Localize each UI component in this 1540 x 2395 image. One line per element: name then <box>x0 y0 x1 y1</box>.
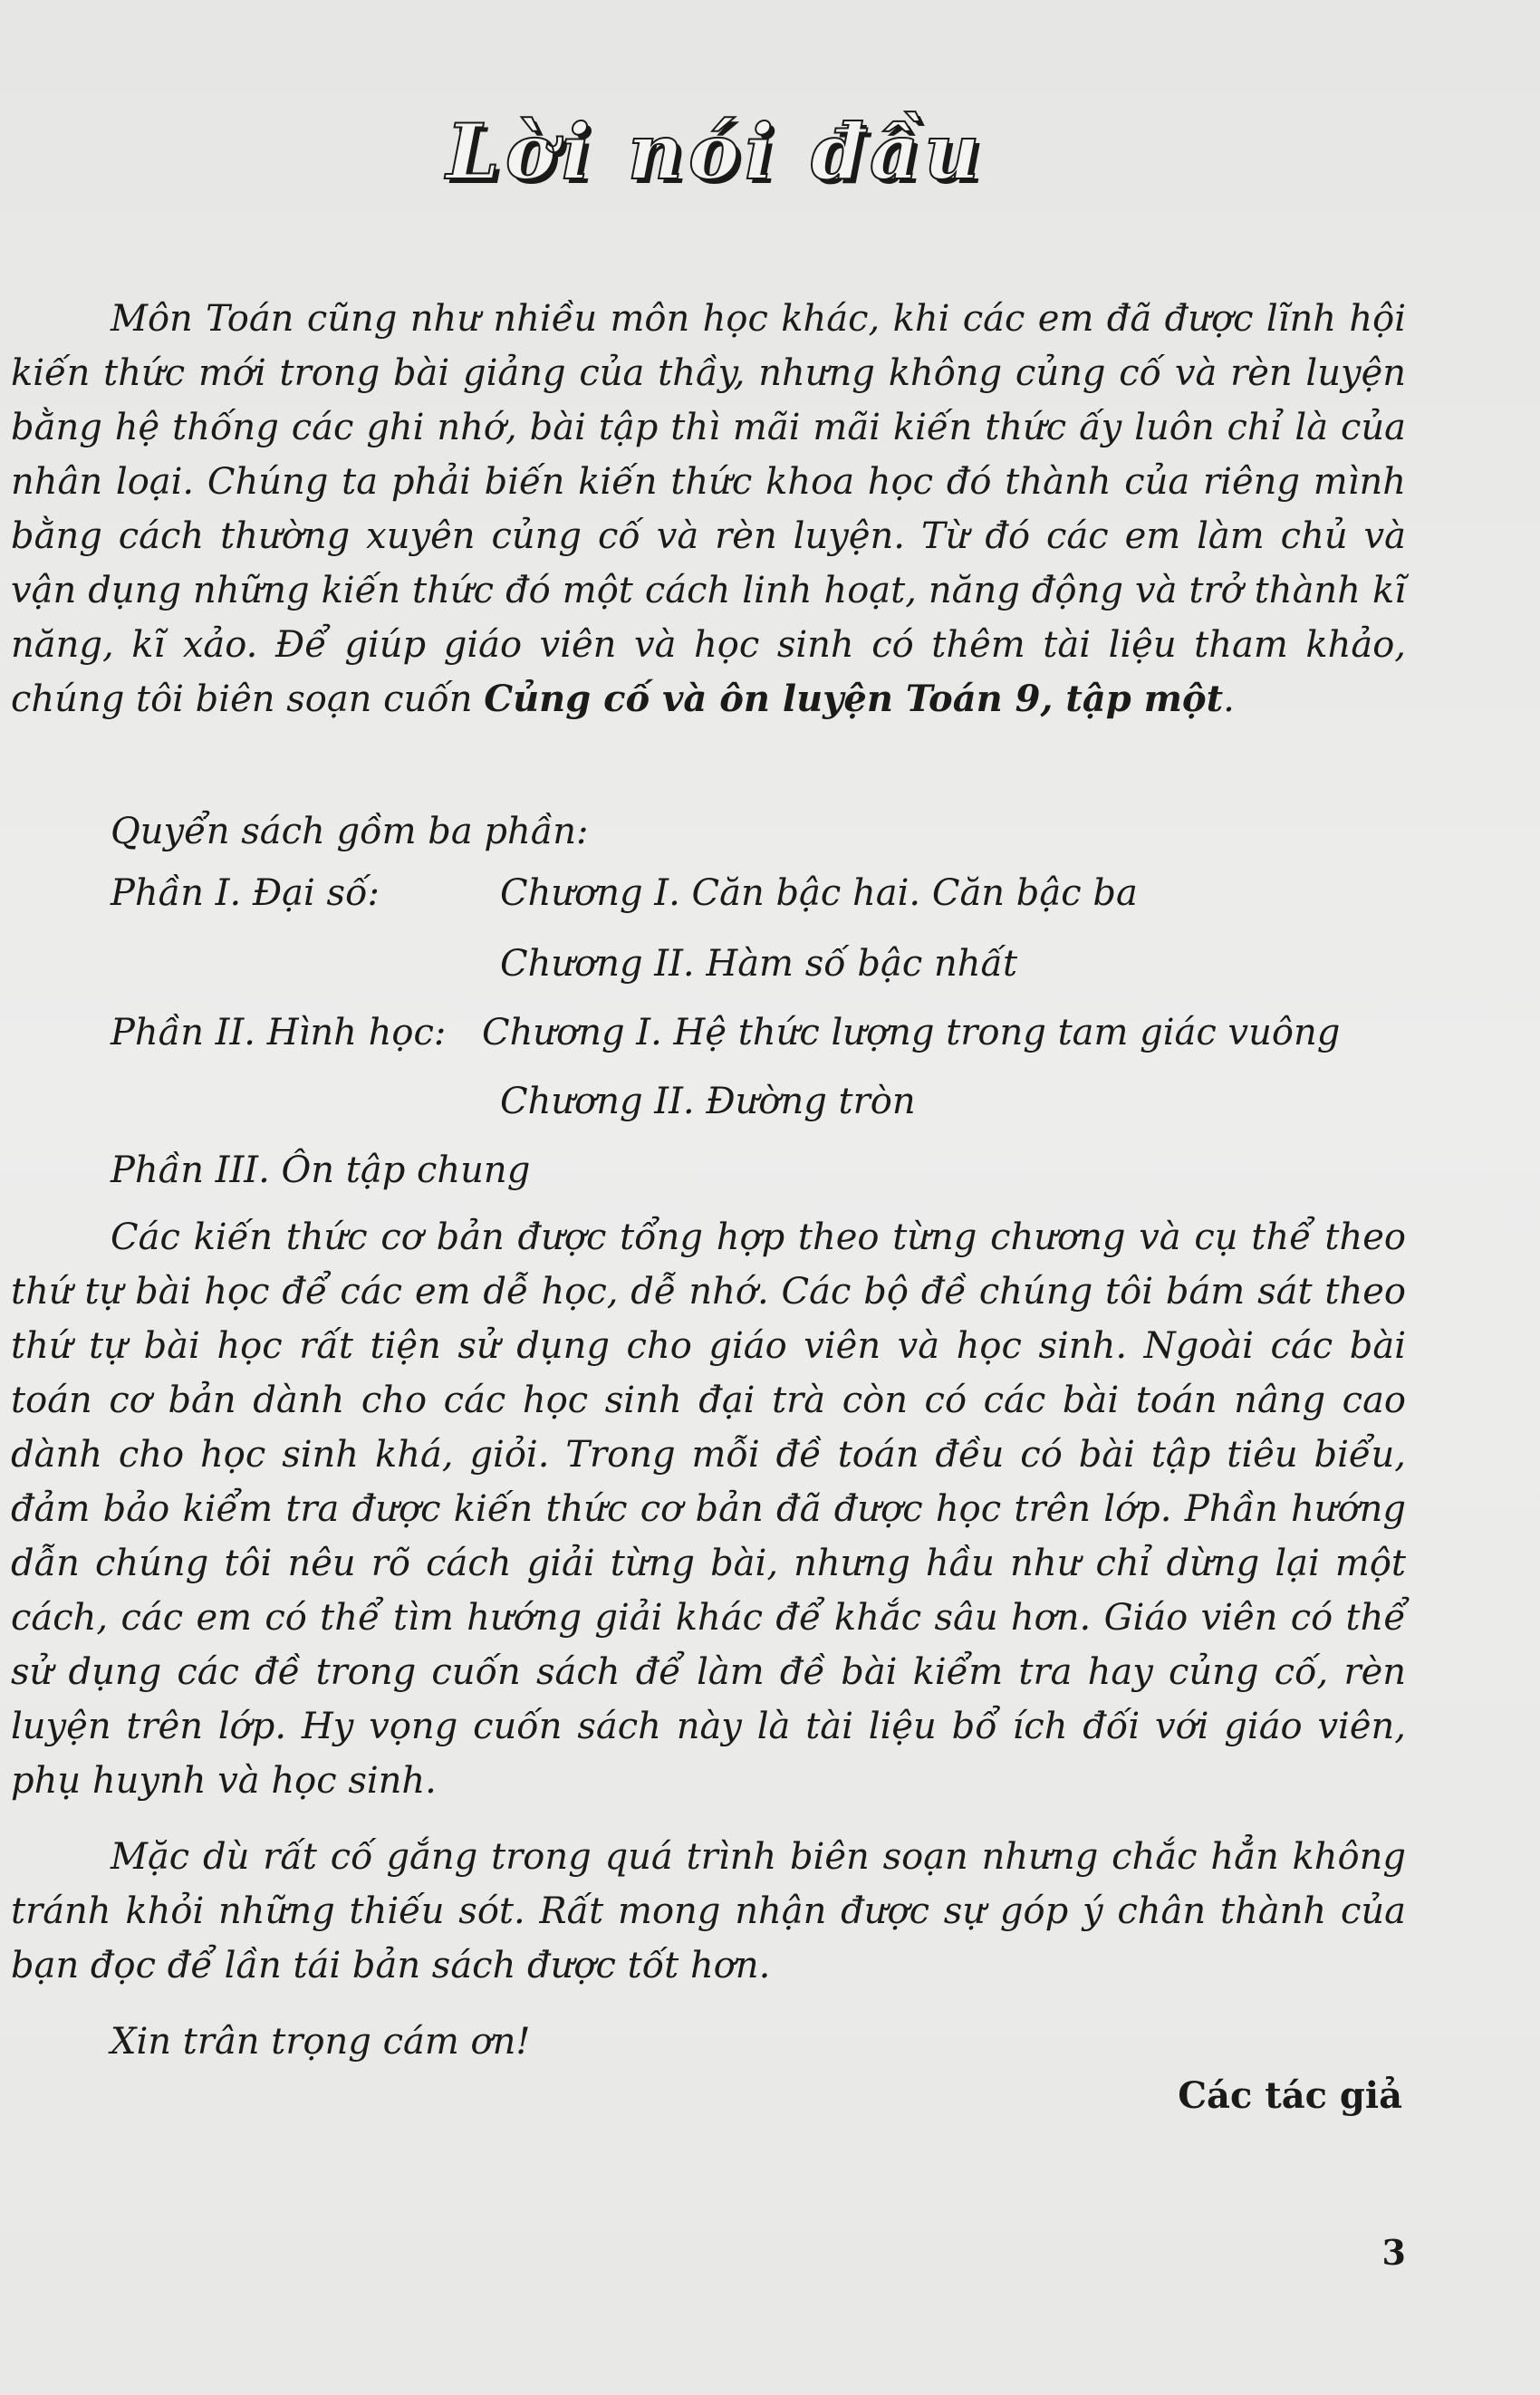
part1-label: Phần I. Đại số: <box>111 872 380 914</box>
part3-label: Phần III. Ôn tập chung <box>111 1149 531 1191</box>
page-number: 3 <box>1381 2232 1406 2273</box>
part2-chapter2: Chương II. Đường tròn <box>500 1081 916 1122</box>
part2-label: Phần II. Hình học: <box>111 1012 447 1053</box>
intro-text: Môn Toán cũng như nhiều môn học khác, khi các em đã được lĩnh hội kiến thức mới trong bài giảng của thầy, nhưng không củng cố và rèn luyện bằng hệ thống các ghi nhớ, bài tập thì mãi mãi kiến thức ấy luôn chỉ là của nhân loại. Chúng ta phải biến kiến thức khoa học đó thành của riêng mình bằng cách thường xuyên củng cố và rèn luyện. Từ đó các em làm chủ và vận dụng những kiến thức đó một cách linh hoạt, năng động và trở thành kĩ năng, kĩ xảo. Để giúp giáo viên và học sinh có thêm tài liệu tham khảo, chúng tôi biên soạn cuốn <box>11 298 1406 720</box>
intro-text-end: . <box>1223 678 1235 720</box>
book-title: Củng cố và ôn luyện Toán 9, tập một <box>484 678 1224 720</box>
part2-chapter1: Chương I. Hệ thức lượng trong tam giác vuông <box>482 1012 1341 1053</box>
part1-chapter2: Chương II. Hàm số bậc nhất <box>500 943 1018 985</box>
structure-heading: Quyển sách gồm ba phần: <box>111 811 589 852</box>
paragraph-content: Các kiến thức cơ bản được tổng hợp theo từng chương và cụ thể theo thứ tự bài học để các em dễ học, dễ nhớ. Các bộ đề chúng tôi bám sát theo thứ tự bài học rất tiện sử dụng cho giáo viên và học sinh. Ngoài các bài toán cơ bản dành cho các học sinh đại trà còn có các bài toán nâng cao dành cho học sinh khá, giỏi. Trong mỗi đề toán đều có bài tập tiêu biểu, đảm bảo kiểm tra được kiến thức cơ bản đã được học trên lớp. Phần hướng dẫn chúng tôi nêu rõ cách giải từng bài, nhưng hầu như chỉ dừng lại một cách, các em có thể tìm hướng giải khác để khắc sâu hơn. Giáo viên có thể sử dụng các đề trong cuốn sách để làm đề bài kiểm tra hay củng cố, rèn luyện trên lớp. Hy vọng cuốn sách này là tài liệu bổ ích đối với giáo viên, phụ huynh và học sinh. <box>11 1217 1406 1802</box>
paragraph-thanks: Xin trân trọng cám ơn! <box>111 2021 531 2063</box>
body-paragraphs <box>11 1210 1406 2091</box>
page-title: Lời nói đầu <box>446 107 986 197</box>
part1-chapter1: Chương I. Căn bậc hai. Căn bậc ba <box>500 872 1138 914</box>
signoff-authors: Các tác giả <box>1178 2074 1402 2117</box>
intro-paragraph <box>11 292 1406 726</box>
paragraph-apology: Mặc dù rất cố gắng trong quá trình biên soạn nhưng chắc hẳn không tránh khỏi những thiếu sót. Rất mong nhận được sự góp ý chân thành của bạn đọc để lần tái bản sách được tốt hơn. <box>11 1836 1406 1986</box>
